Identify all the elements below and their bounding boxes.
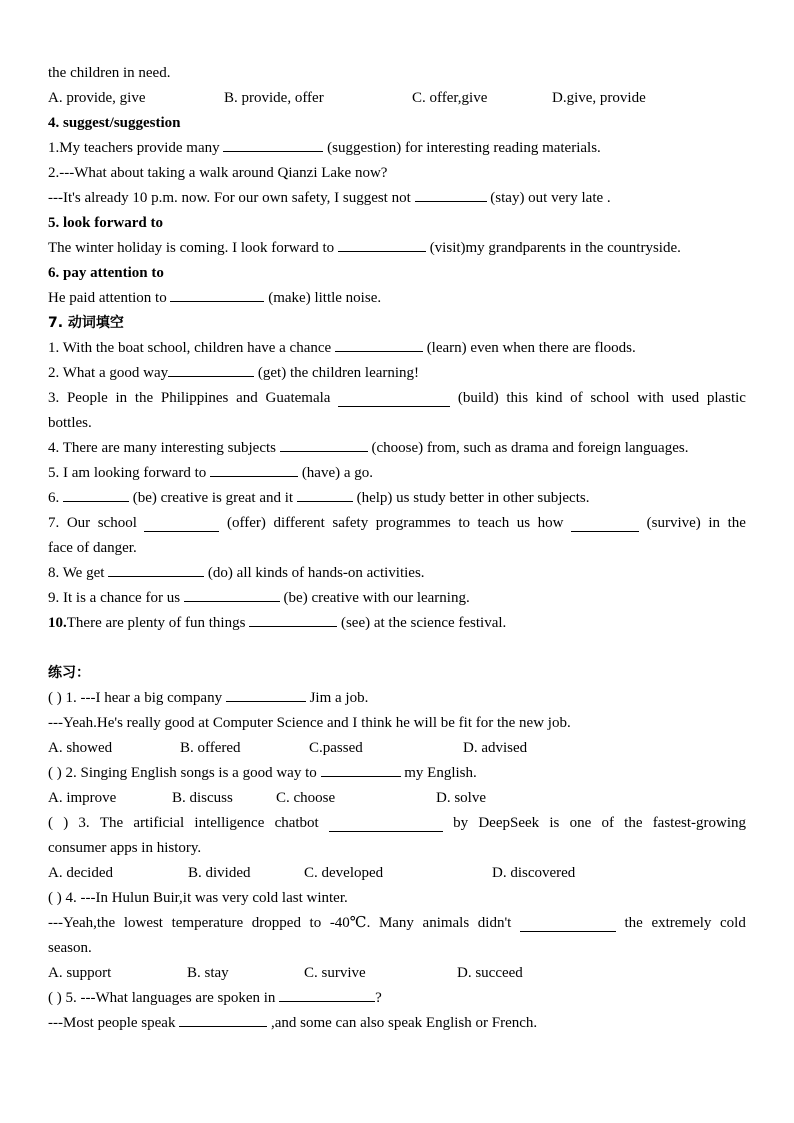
answer-blank[interactable]: [279, 986, 375, 1002]
option-a[interactable]: A. improve: [48, 790, 117, 806]
question-line: ---Most people speak ,and some can also speak English or French.: [48, 1011, 746, 1036]
exercise-line: He paid attention to (make) little noise.: [48, 286, 746, 311]
exercise-line: 8. We get (do) all kinds of hands-on activities.: [48, 561, 746, 586]
question-line: ( ) 4. ---In Hulun Buir,it was very cold last winter.: [48, 890, 348, 906]
answer-blank[interactable]: [226, 686, 306, 702]
option-c[interactable]: C. developed: [304, 865, 384, 881]
answer-blank[interactable]: [571, 516, 639, 532]
exercise-line: The winter holiday is coming. I look forward to (visit)my grandparents in the countryside.: [48, 236, 746, 261]
exercise-line: 10.There are plenty of fun things (see) at the science festival.: [48, 611, 746, 636]
question-line: ( ) 1. ---I hear a big company Jim a job.: [48, 686, 746, 711]
answer-blank[interactable]: [338, 391, 450, 407]
answer-blank[interactable]: [63, 486, 129, 502]
options-row: [48, 86, 746, 111]
option-b: B. provide, offer: [224, 90, 324, 106]
answer-blank[interactable]: [280, 436, 368, 452]
spacer: [48, 636, 746, 661]
answer-blank[interactable]: [223, 136, 323, 152]
option-b[interactable]: B. stay: [187, 965, 229, 981]
option-c[interactable]: C.passed: [309, 740, 363, 756]
answer-blank[interactable]: [321, 761, 401, 777]
answer-blank[interactable]: [168, 361, 254, 377]
option-a[interactable]: A. decided: [48, 865, 113, 881]
exercise-line-justified: 7. Our school (offer) different safety programmes to teach us how (survive) in the: [48, 515, 746, 531]
option-a[interactable]: A. showed: [48, 740, 113, 756]
practice-heading: 练习：: [48, 665, 90, 681]
section-heading: 5. look forward to: [48, 215, 163, 231]
options-row: [48, 736, 746, 761]
options-row: [48, 861, 746, 886]
section-heading: 6. pay attention to: [48, 265, 164, 281]
answer-blank[interactable]: [170, 286, 264, 302]
option-d[interactable]: D. solve: [436, 790, 486, 806]
answer-blank[interactable]: [329, 816, 443, 832]
section-heading: 4. suggest/suggestion: [48, 115, 181, 131]
answer-blank[interactable]: [338, 236, 426, 252]
answer-blank[interactable]: [520, 916, 616, 932]
exercise-line: 5. I am looking forward to (have) a go.: [48, 461, 746, 486]
answer-blank[interactable]: [415, 186, 487, 202]
question-line: consumer apps in history.: [48, 840, 202, 856]
answer-blank[interactable]: [335, 336, 423, 352]
option-b[interactable]: B. offered: [180, 740, 241, 756]
answer-blank[interactable]: [249, 611, 337, 627]
option-b[interactable]: B. divided: [188, 865, 251, 881]
exercise-line: 4. There are many interesting subjects (choose) from, such as drama and foreign languages.: [48, 436, 746, 461]
option-d: D.give, provide: [552, 90, 646, 106]
section-heading: 7. 动词填空: [48, 315, 124, 331]
option-c[interactable]: C. choose: [276, 790, 336, 806]
question-line: ( ) 2. Singing English songs is a good way to my English.: [48, 761, 746, 786]
question-line: ---Yeah.He's really good at Computer Science and I think he will be fit for the new job.: [48, 715, 571, 731]
answer-blank[interactable]: [184, 586, 280, 602]
option-d[interactable]: D. advised: [463, 740, 528, 756]
exercise-line: bottles.: [48, 415, 92, 431]
exercise-line: 2.---What about taking a walk around Qianzi Lake now?: [48, 165, 388, 181]
text-line: the children in need.: [48, 65, 171, 81]
option-d[interactable]: D. discovered: [492, 865, 576, 881]
options-row: [48, 961, 746, 986]
exercise-line: 2. What a good way (get) the children learning!: [48, 361, 746, 386]
answer-blank[interactable]: [108, 561, 204, 577]
question-line: ( ) 5. ---What languages are spoken in ?: [48, 986, 746, 1011]
option-c[interactable]: C. survive: [304, 965, 366, 981]
option-d[interactable]: D. succeed: [457, 965, 523, 981]
exercise-line: ---It's already 10 p.m. now. For our own safety, I suggest not (stay) out very late .: [48, 186, 746, 211]
answer-blank[interactable]: [179, 1011, 267, 1027]
question-line-justified: ---Yeah,the lowest temperature dropped to -40℃. Many animals didn't the extremely cold: [48, 915, 746, 931]
worksheet-page: [48, 61, 746, 1036]
answer-blank[interactable]: [210, 461, 298, 477]
exercise-line: face of danger.: [48, 540, 137, 556]
answer-blank[interactable]: [144, 516, 219, 532]
exercise-line: 1.My teachers provide many (suggestion) for interesting reading materials.: [48, 136, 746, 161]
options-row: [48, 786, 746, 811]
option-c: C. offer,give: [412, 90, 488, 106]
question-line-justified: ( ) 3. The artificial intelligence chatbot by DeepSeek is one of the fastest-growing: [48, 815, 746, 831]
question-line: season.: [48, 940, 92, 956]
exercise-line-justified: 3. People in the Philippines and Guatemala (build) this kind of school with used plastic: [48, 390, 746, 406]
option-a[interactable]: A. support: [48, 965, 112, 981]
option-b[interactable]: B. discuss: [172, 790, 233, 806]
answer-blank[interactable]: [297, 486, 353, 502]
option-a: A. provide, give: [48, 90, 146, 106]
exercise-line: 6. (be) creative is great and it (help) us study better in other subjects.: [48, 486, 746, 511]
exercise-line: 9. It is a chance for us (be) creative with our learning.: [48, 586, 746, 611]
exercise-line: 1. With the boat school, children have a chance (learn) even when there are floods.: [48, 336, 746, 361]
